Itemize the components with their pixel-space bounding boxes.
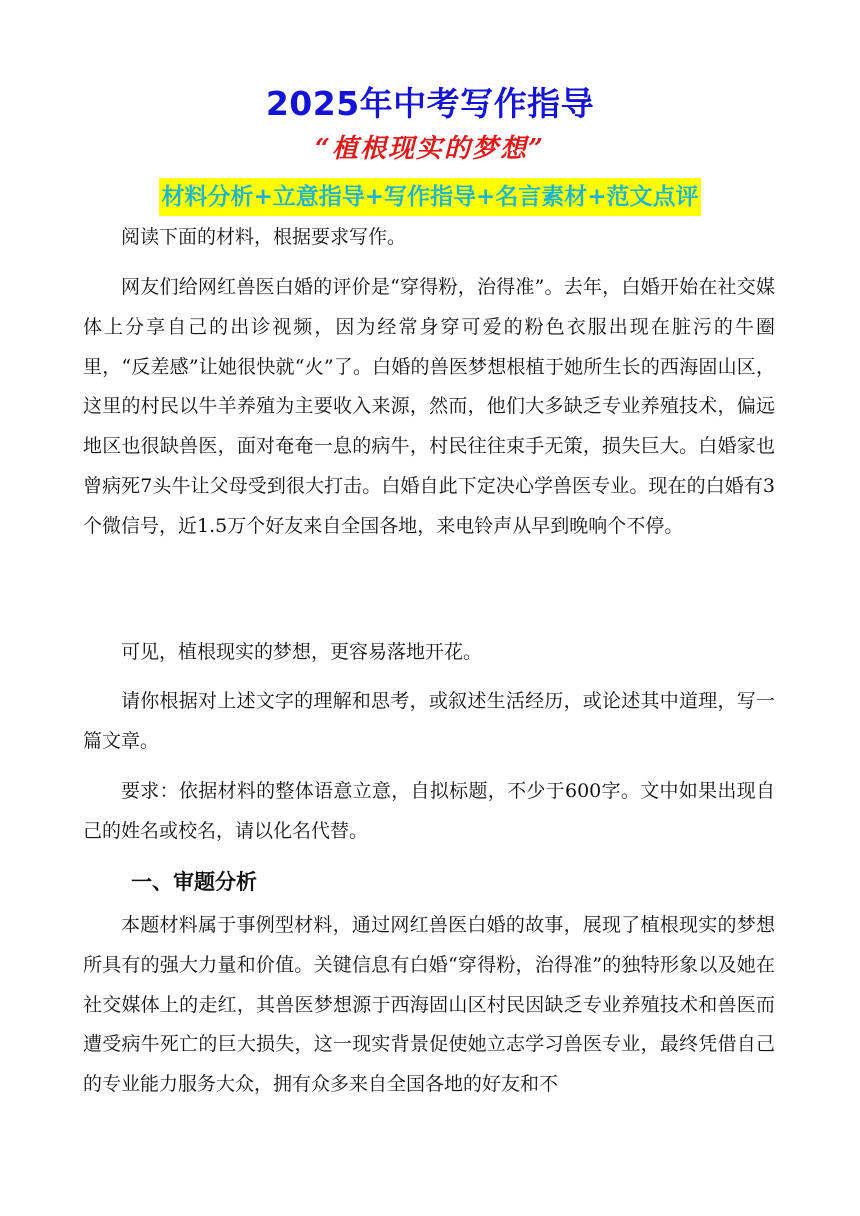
task-paragraph: 请你根据对上述文字的理解和思考，或叙述生活经历，或论述其中道理，写一篇文章。 (83, 690, 775, 752)
highlight-banner-wrap (0, 178, 860, 216)
analysis-paragraph: 本题材料属于事例型材料，通过网红兽医白婚的故事，展现了植根现实的梦想所具有的强大力量和价值。关键信息有白婚“穿得粉，治得准”的独特形象以及她在社交媒体上的走红，其兽医梦想源于西海固山区村民因缺乏专业养殖技术和兽医而遭受病牛死亡的巨大损失，这一现实背景促使她立志学习兽医专业，最终凭借自己的专业能力服务大众，拥有众多来自全国各地的好友和不 (83, 914, 775, 1096)
document-title: 2025年中考写作指导 (265, 84, 595, 123)
highlight-banner: 材料分析+立意指导+写作指导+名言素材+范文点评 (159, 178, 700, 216)
instruction-paragraph: 阅读下面的材料，根据要求写作。 (121, 226, 407, 248)
material-paragraph: 网友们给网红兽医白婚的评价是“穿得粉，治得准”。去年，白婚开始在社交媒体上分享自己的出诊视频，因为经常身穿可爱的粉色衣服出现在脏污的牛圈里，“反差感”让她很快就“火”了。白婚的兽医梦想根植于她所生长的西海固山区，这里的村民以牛羊养殖为主要收入来源，然而，他们大多缺乏专业养殖技术，偏远地区也很缺兽医，面对奄奄一息的病牛，村民往往束手无策，损失巨大。白婚家也曾病死7头牛让父母受到很大打击。白婚自此下定决心学兽医专业。现在的白婚有3个微信号，近1.5万个好友来自全国各地，来电铃声从早到晚响个不停。 (83, 276, 775, 537)
requirements-paragraph: 要求：依据材料的整体语意立意，自拟标题，不少于600字。文中如果出现自己的姓名或校名，请以化名代替。 (83, 780, 775, 842)
section-heading: 一、审题分析 (131, 870, 257, 894)
conclusion-paragraph: 可见，植根现实的梦想，更容易落地开花。 (121, 641, 483, 663)
document-subtitle: “植根现实的梦想” (315, 134, 545, 164)
